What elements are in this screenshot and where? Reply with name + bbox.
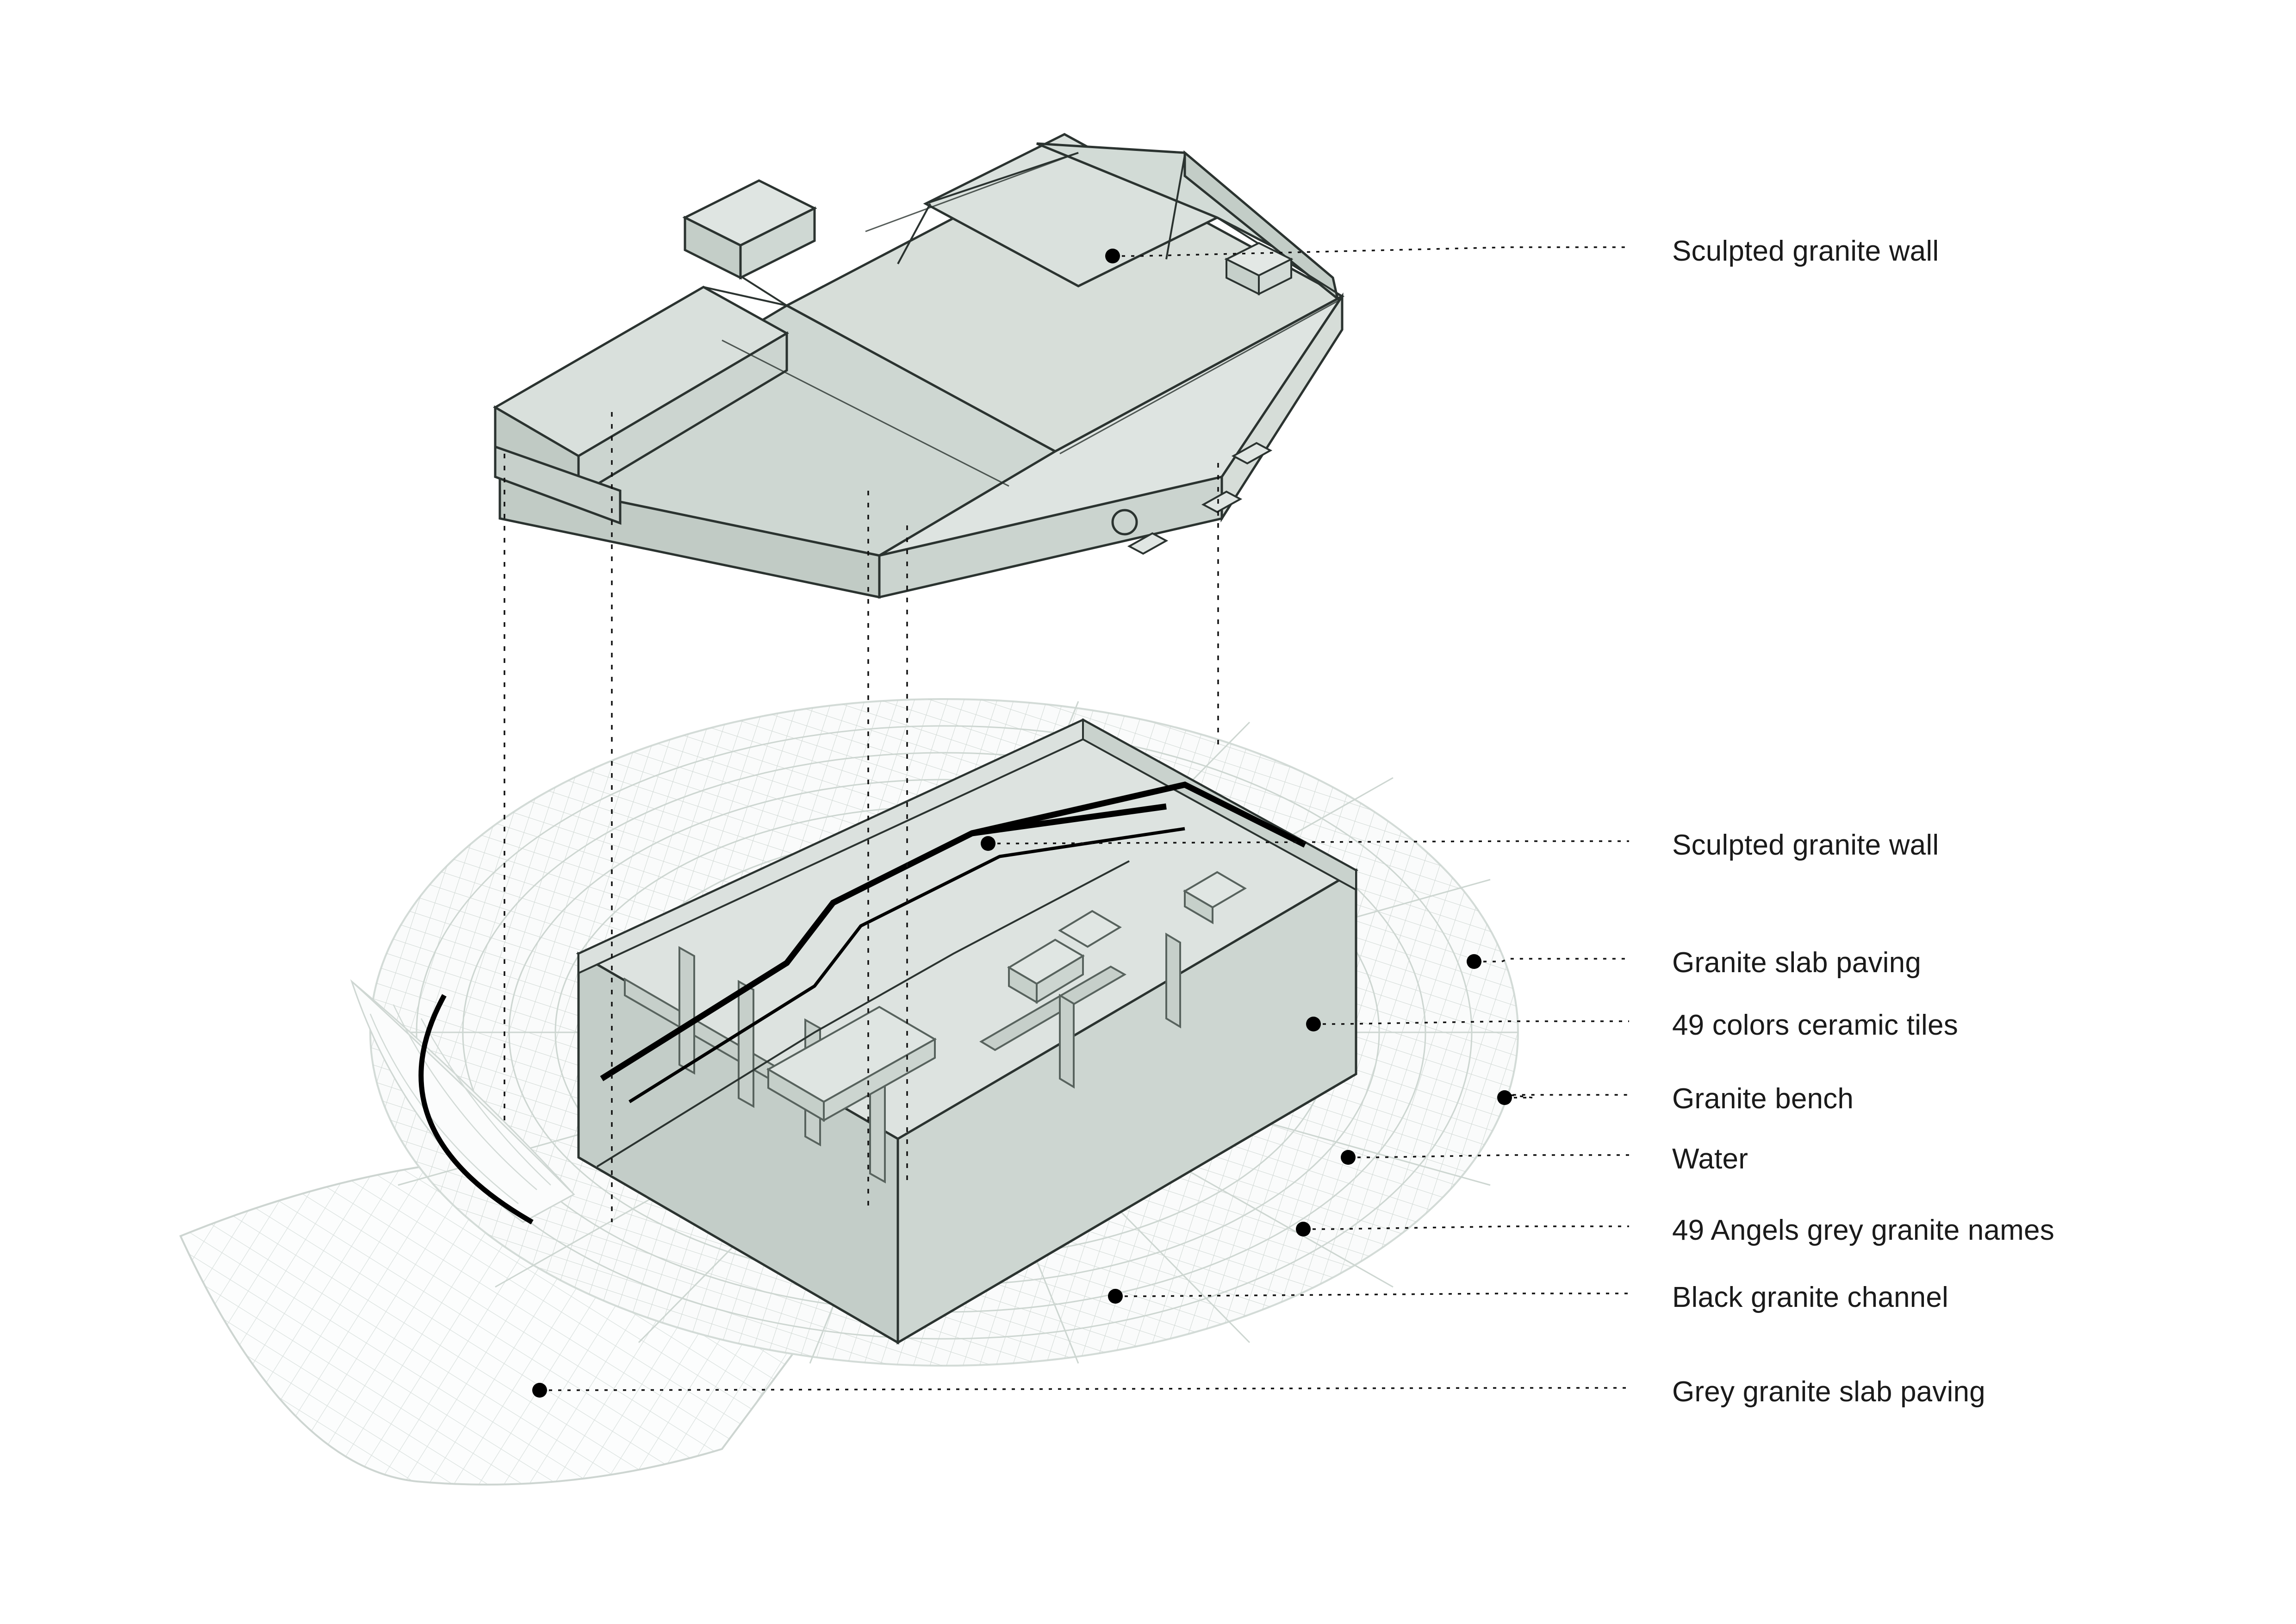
callout-dot[interactable] [1108, 1289, 1123, 1304]
callout-black-granite-channel: Black granite channel [1672, 1281, 1949, 1313]
callout-granite-bench: Granite bench [1672, 1083, 1854, 1115]
callout-water: Water [1672, 1143, 1748, 1175]
callout-granite-slab-paving: Granite slab paving [1672, 947, 1922, 979]
callout-dot[interactable] [981, 836, 996, 851]
callout-grey-granite-slab-paving: Grey granite slab paving [1672, 1376, 1985, 1408]
callout-dot[interactable] [1296, 1222, 1311, 1237]
leader-line [1505, 1095, 1629, 1098]
callout-dot[interactable] [1467, 954, 1481, 969]
callout-dot[interactable] [1341, 1150, 1356, 1165]
callout-dot[interactable] [1497, 1090, 1512, 1105]
callout-sculpted-granite-wall-upper: Sculpted granite wall [1672, 235, 1939, 267]
ground-plane-group [180, 699, 1518, 1485]
callout-dot[interactable] [1105, 249, 1120, 263]
callout-sculpted-granite-wall-lower: Sculpted granite wall [1672, 829, 1939, 861]
callout-49-colors-ceramic-tiles: 49 colors ceramic tiles [1672, 1009, 1958, 1041]
callout-49-angels-grey-granite-names: 49 Angels grey granite names [1672, 1214, 2054, 1246]
roof-volume-group [495, 134, 1342, 597]
callout-dot[interactable] [1306, 1017, 1321, 1031]
callout-dot[interactable] [532, 1383, 547, 1398]
